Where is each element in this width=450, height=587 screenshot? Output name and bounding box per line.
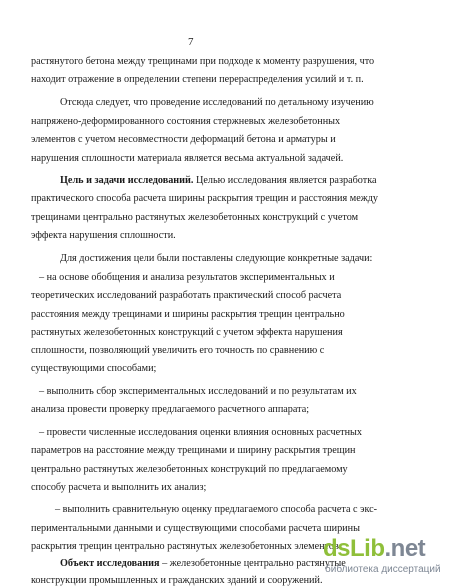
text-line: сплошности, позволяющий увеличить его точность по сравнению с — [31, 345, 325, 356]
text-line: – выполнить сбор экспериментальных исследований и по результатам их — [39, 386, 357, 397]
text-line: нарушения сплошности материала является весьма актуальной задачей. — [31, 153, 344, 164]
goal-text: Целью исследования является разработка — [196, 175, 377, 186]
page-number: 7 — [188, 36, 194, 48]
text-line: теоретических исследований разработать практический способ расчета — [31, 290, 342, 301]
object-text: – железобетонные центрально растянутые — [162, 558, 346, 569]
object-heading: Объект исследования — [60, 558, 160, 569]
text-line: трещинами центрально растянутых железобетонных конструкций с учетом — [31, 212, 359, 223]
text-line: – провести численные исследования оценки влияния основных расчетных — [39, 427, 362, 438]
watermark-subtitle: библиотека диссертаций — [325, 564, 441, 575]
text-line: эффекта нарушения сплошности. — [31, 230, 176, 241]
logo-part2: .net — [384, 535, 426, 562]
text-line: центрально растянутых железобетонных конструкций по предлагаемому — [31, 464, 348, 475]
text-line: практического способа расчета ширины раскрытия трещин и расстояния между — [31, 193, 379, 204]
text-line: находит отражение в определении степени перераспределения усилий и т. п. — [31, 74, 364, 85]
logo-part1: dsLib — [323, 535, 385, 562]
text-line: параметров на расстояние между трещинами и ширину раскрытия трещин — [31, 445, 356, 456]
watermark — [323, 535, 445, 579]
text-line: конструкции промышленных и гражданских зданий и сооружений. — [31, 575, 323, 586]
text-line: способу расчета и выполнить их анализ; — [31, 482, 207, 493]
text-line: – на основе обобщения и анализа результатов экспериментальных и — [39, 272, 335, 283]
text-line: – выполнить сравнительную оценку предлагаемого способа расчета с экс- — [55, 504, 378, 515]
goal-heading: Цель и задачи исследований. — [60, 175, 194, 186]
text-line: напряжено-деформированного состояния стержневых железобетонных — [31, 116, 341, 127]
text-line: Для достижения цели были поставлены следующие конкретные задачи: — [60, 253, 373, 264]
text-line: Отсюда следует, что проведение исследований по детальному изучению — [60, 97, 374, 108]
text-line: анализа провести проверку предлагаемого расчетного аппарата; — [31, 404, 310, 415]
text-line: существующими способами; — [31, 363, 157, 374]
goal-line — [60, 174, 377, 187]
text-line: раскрытия трещин центрально растянутых железобетонных элементов. — [31, 541, 342, 552]
text-line: периментальными данными и существующими способами расчета ширины — [31, 523, 360, 534]
object-line — [60, 557, 346, 570]
text-line: расстояния между трещинами и ширины раскрытия трещин центрально — [31, 309, 345, 320]
text-line: элементов с учетом несовместности деформаций бетона и арматуры и — [31, 134, 336, 145]
text-line: растянутого бетона между трещинами при подходе к моменту разрушения, что — [31, 56, 375, 67]
watermark-logo — [323, 535, 425, 563]
text-line: растянутых железобетонных конструкций с учетом эффекта нарушения — [31, 327, 343, 338]
